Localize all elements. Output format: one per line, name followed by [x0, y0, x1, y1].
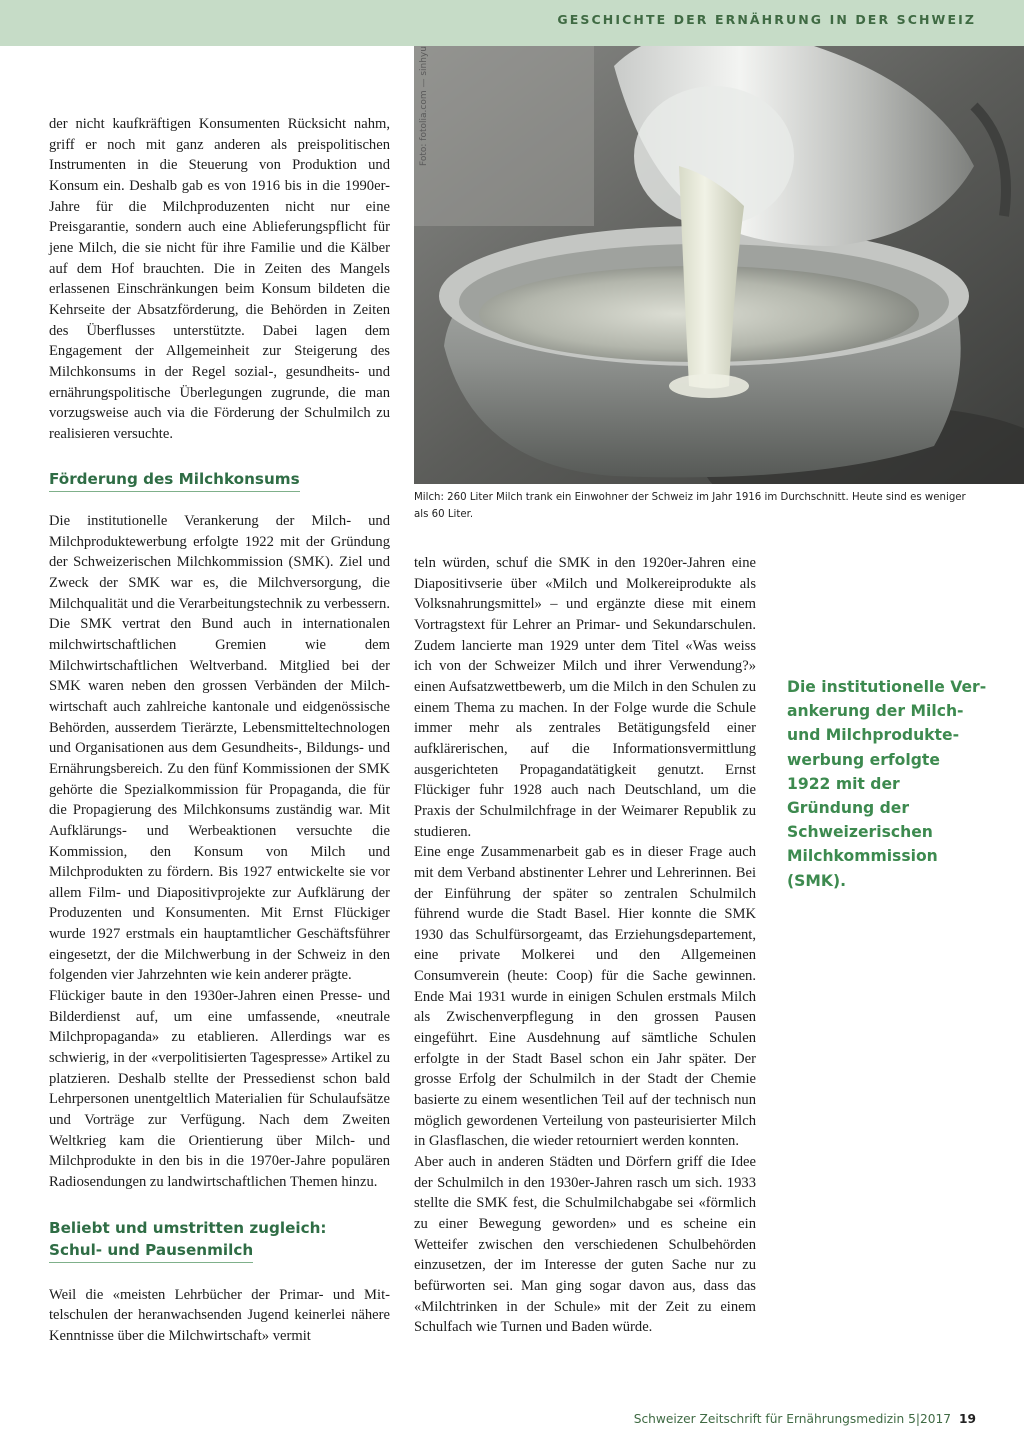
body-paragraph: Weil die «meisten Lehrbücher der Primar- und Mittelschulen der heranwachsenden Jugend keinerlei nähere Kenntnisse über die Milchwirtschaft» vermit	[49, 1286, 390, 1344]
running-header-title: GESCHICHTE DER ERNÄHRUNG IN DER SCHWEIZ	[557, 12, 976, 27]
body-paragraph: Eine enge Zusammenarbeit gab es in dieser Frage auch mit dem Verband abstinenter Lehrer und Lehrerinnen. Bei der Einführung der später so zentralen Schulmilch führend wurde die Stadt Basel. Hier konnte die SMK 1930 das Schulfürsorgeamt, das Erziehungsdepartement, eine private Molkerei und den Allgemeinen Consumverein (heute: Coop) für die Sache gewinnen. Ende Mai 1931 wurde in einigen Schulen erstmals Milch als Zwischenverpflegung in den grossen Pausen eingeführt. Eine Ausdehnung auf sämtliche Schulen erfolgte in der Stadt Basel schon ein Jahr später. Der grosse Erfolg der Schulmilch in der Stadt der Chemie basierte zu einem wesentlichen Teil auf der technisch nun möglich gewordenen Verteilung von pasteurisierter Milch in Glasflaschen, die wieder retourniert werden konnten.	[414, 844, 756, 1150]
column-1-main	[49, 511, 390, 1347]
page-number: 19	[959, 1412, 976, 1426]
body-paragraph: Aber auch in anderen Städten und Dörfern griff die Idee der Schulmilch in den 1930er-Jahren rasch um sich. 1933 stellte die SMK fest, die Schulmilchabgabe sei «förmlich zu einer Bewegung geworden» und es scheine ein Wetteifer zwischen den verschiedenen Schulbehörden einzusetzen, der im Interesse der guten Sache nur zu befürworten sei. Man ging sogar davon aus, dass das «Milchtrinken in der Schule» mit der Zeit zu einem Schulfach wie Turnen und Baden würde.	[414, 1154, 756, 1336]
subheading-milchkonsum	[49, 469, 300, 492]
column-1-top	[49, 114, 390, 445]
column-2-main	[414, 553, 756, 1338]
milk-pouring-illustration	[414, 46, 1024, 484]
journal-name: Schweizer Zeitschrift für Ernährungsmedizin 5|2017	[633, 1412, 952, 1426]
body-paragraph: teln würden, schuf die SMK in den 1920er-Jahren eine Diapositivserie über «Milch und Molkereiprodukte als Volksnahrungsmittel» – und ergänzte diese mit einem Vortragstext für Lehrer an Primar- und Sekundarschulen. Zudem lancierte man 1929 unter dem Titel «Was weiss ich von der Schweizer Milch und ihrer Verwendung?» einen Aufsatzwettbewerb, um die Milch in den Schulen zu einem Thema zu machen. In der Folge wurde die Schule immer mehr als zentrales Betätigungsfeld einer aufklärerischen, auf die Informationsvermittlung ausgerichteten Propagandatätigkeit genutzt. Ernst Flückiger fuhr 1928 auch nach Deutschland, um die Praxis der Schulmilchfrage in der Weimarer Republik zu studieren.	[414, 555, 756, 840]
body-paragraph: Flückiger baute in den 1930er-Jahren einen Presse- und Bilderdienst auf, um eine umfassende, «neutrale Milchpropaganda» zu etablieren. Allerdings war es schwierig, in der «verpolitisierten Tagespresse» Artikel zu platzieren. Deshalb stellte der Pressedienst schon bald Lehrpersonen unentgeltlich Materialien für Schulaufsätze und Vorträge zur Verfügung. Nach dem Zweiten Weltkrieg kam die Orientierung über Milch- und Milchprodukte in den bis in die 1970er-Jahre populären Radiosendungen zu landwirtschaftlichen Themen hinzu.	[49, 988, 390, 1190]
subheading-text: Förderung des Milchkonsums	[49, 469, 300, 492]
subheading-line-1: Beliebt und umstritten zugleich:	[49, 1218, 327, 1237]
milk-pouring-photo	[414, 46, 1024, 484]
body-paragraph: der nicht kaufkräftigen Konsumenten Rücksicht nahm, griff er noch mit ganz anderen als preispolitischen Instrumenten in die Steuerung von Produktion und Konsum ein. Deshalb gab es von 1916 bis in die 1990er-Jahre für die Milchproduzenten nicht nur eine Preisgarantie, sondern auch eine Ablieferungspflicht für jene Milch, die sie nicht für ihre Familie und die Kälber auf dem Hof brauchten. Die in Zeiten des Mangels erlassenen Einschränkungen beim Konsum bildeten die Kehrseite der Absatzförderung, die Behörden in Zeiten des Überflusses unterstützte. Dabei lagen dem Engagement der Allgemeinheit zur Steigerung des Milchkonsums in der Regel sozial-, gesundheits- und ernährungspolitische Überlegungen zugrunde, die man vorzugsweise auch via die Förderung der Schulmilch zu realisieren versuchte.	[49, 116, 390, 442]
pull-quote: Die institutionelle Verankerung der Milch- und Milchproduktewerbung erfolgte 1922 mit der Gründung der Schweizerischen Milchkommission (SMK).	[787, 678, 987, 890]
photo-credit-text: Foto: fotolia.com — sinhyu	[419, 46, 429, 166]
photo-caption: Milch: 260 Liter Milch trank ein Einwohner der Schweiz im Jahr 1916 im Durchschnitt. Heute sind es weniger als 60 Liter.	[414, 492, 966, 520]
body-paragraph: Die institutionelle Verankerung der Milch- und Milchproduktewerbung erfolgte 1922 mit der Gründung der Schweizerischen Milchkommission (SMK). Ziel und Zweck der SMK war es, die Milchversorgung, die Milchqualität und die Verarbeitungstechnik zu verbessern. Die SMK vertrat den Bund auch in internationalen milchwirtschaftlichen Gremien wie dem Milchwirtschaftlichen Weltverband. Mitglied bei der SMK waren neben den grossen Verbänden der Milchwirtschaft auch zahlreiche kantonale und eidgenössische Behörden, ausserdem Tierärzte, Lebensmitteltechnologen und Organisationen aus dem Gesundheits-, Bildungs- und Ernährungsbereich. Zu den fünf Kommissionen der SMK gehörte die Spezialkommission für Propaganda, die für die Propagierung des Milchkonsums zuständig war. Mit Aufklärungs- und Werbeaktionen versuchte die Kommission, den Konsum von Milch und Milchprodukten zu fördern. Bis 1927 entwickelte sie vor allem Film- und Diapositivprojekte zur Aufklärung der Produzenten und Konsumenten. Mit Ernst Flückiger wurde 1927 erstmals ein hauptamtlicher Geschäftsführer eingesetzt, der die Milchwerbung in der Schweiz in den folgenden vier Jahrzehnten wie kein anderer prägte.	[49, 513, 390, 984]
photo-credit	[419, 46, 433, 168]
subheading-line-2: Schul- und Pausenmilch	[49, 1239, 253, 1263]
subheading-schulmilch	[49, 1217, 390, 1263]
page-footer	[634, 1412, 976, 1426]
